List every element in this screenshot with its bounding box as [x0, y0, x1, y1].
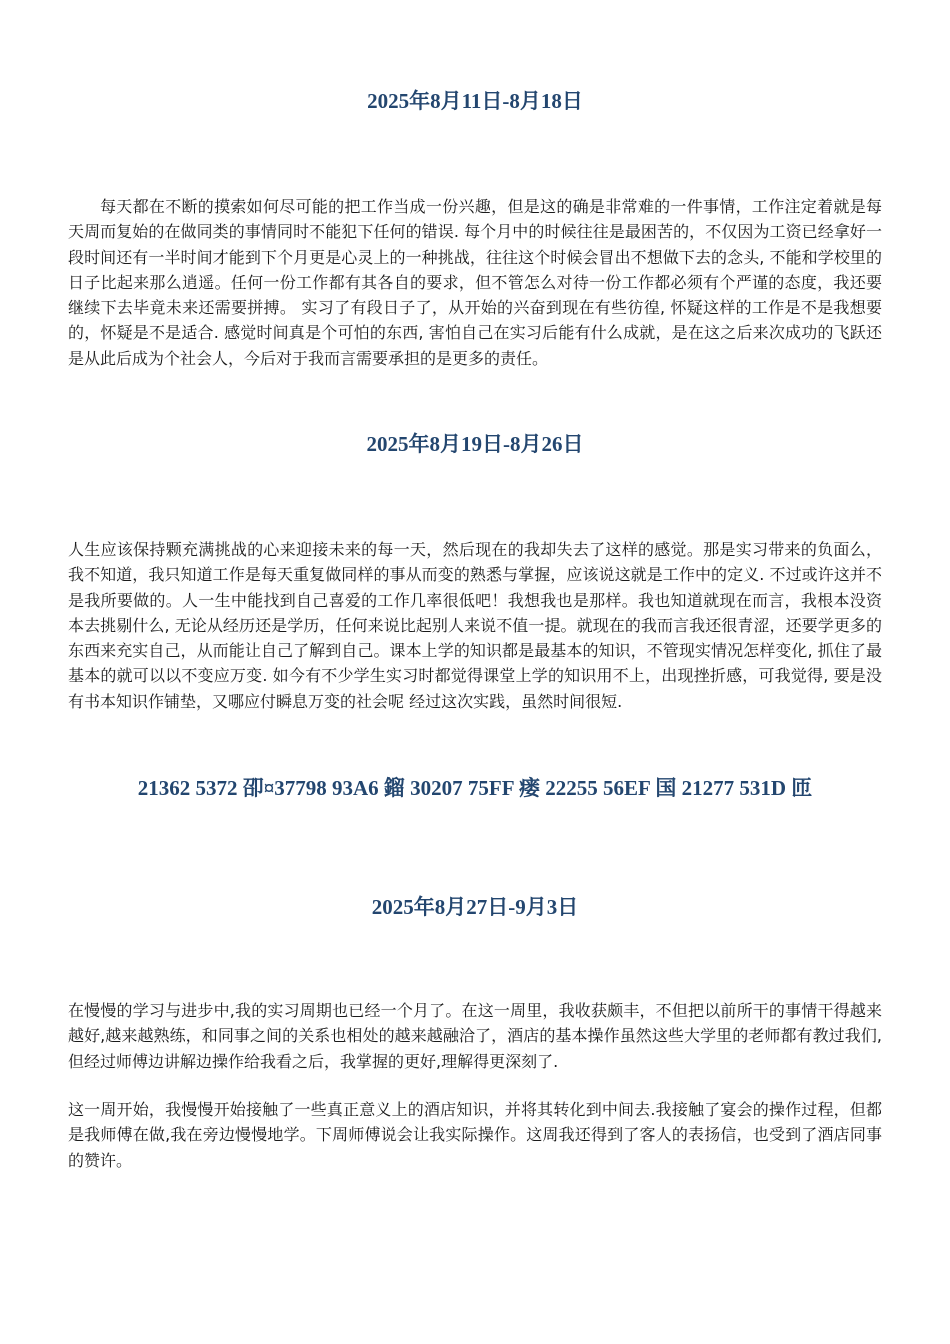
section-2-heading: 2025年8月19日-8月26日: [366, 432, 584, 456]
section-3-paragraph-1: 在慢慢的学习与进步中,我的实习周期也已经一个月了。在这一周里，我收获颇丰，不但把以前所干的事情干得越来越好,越来越熟练，和同事之间的关系也相处的越来越融洽了，酒店的基本操作虽然这些大学里的老师都有教过我们,但经过师傅边讲解边操作给我看之后，我掌握的更好,理解得更深刻了.: [68, 1001, 882, 1071]
section-3-heading: 2025年8月27日-9月3日: [371, 895, 579, 919]
section-3-paragraph-2: 这一周开始，我慢慢开始接触了一些真正意义上的酒店知识，并将其转化到中间去.我接触了宴会的操作过程，但都是我师傅在做,我在旁边慢慢地学。下周师傅说会让我实际操作。这周我还得到了客人的表扬信，也受到了酒店同事的赞许。: [68, 1100, 882, 1170]
garbled-code-heading: 21362 5372 卲¤37798 93A6 鎦 30207 75FF 瘘 22255 56EF 国 21277 531D 匝: [137, 776, 813, 800]
section-1-heading: 2025年8月11日-8月18日: [367, 89, 583, 113]
section-1-paragraph: 每天都在不断的摸索如何尽可能的把工作当成一份兴趣，但是这的确是非常难的一件事情，工作注定着就是每天周而复始的在做同类的事情同时不能犯下任何的错误. 每个月中的时候往往是最困苦的，不仅因为工资已经拿好一段时间还有一半时间才能到下个月更是心灵上的一种挑战，往往这个时候会冒出不想做下去的念头, 不能和学校里的日子比起来那么逍遥。任何一份工作都有其各自的要求，但不管怎么对待一份工作都必须有个严谨的态度，我还要继续下去毕竟未来还需要拼搏。 实习了有段日子了，从开始的兴奋到现在有些彷徨, 怀疑这样的工作是不是我想要的，怀疑是不是适合. 感觉时间真是个可怕的东西, 害怕自己在实习后能有什么成就，是在这之后来次成功的飞跃还是从此后成为个社会人，今后对于我而言需要承担的是更多的责任。: [68, 197, 882, 368]
section-2-paragraph: 人生应该保持颗充满挑战的心来迎接未来的每一天，然后现在的我却失去了这样的感觉。那是实习带来的负面么，我不知道，我只知道工作是每天重复做同样的事从而变的熟悉与掌握，应该说这就是工作中的定义. 不过或许这并不是我所要做的。人一生中能找到自己喜爱的工作几率很低吧！我想我也是那样。我也知道就现在而言，我根本没资本去挑剔什么, 无论从经历还是学历，任何来说比起别人来说不值一提。就现在的我而言我还很青涩，还要学更多的东西来充实自己，从而能让自己了解到自己。课本上学的知识都是最基本的知识，不管现实情况怎样变化, 抓住了最基本的就可以以不变应万变. 如今有不少学生实习时都觉得课堂上学的知识用不上，出现挫折感，可我觉得, 要是没有书本知识作铺垫，又哪应付瞬息万变的社会呢 经过这次实践，虽然时间很短.: [68, 540, 882, 711]
